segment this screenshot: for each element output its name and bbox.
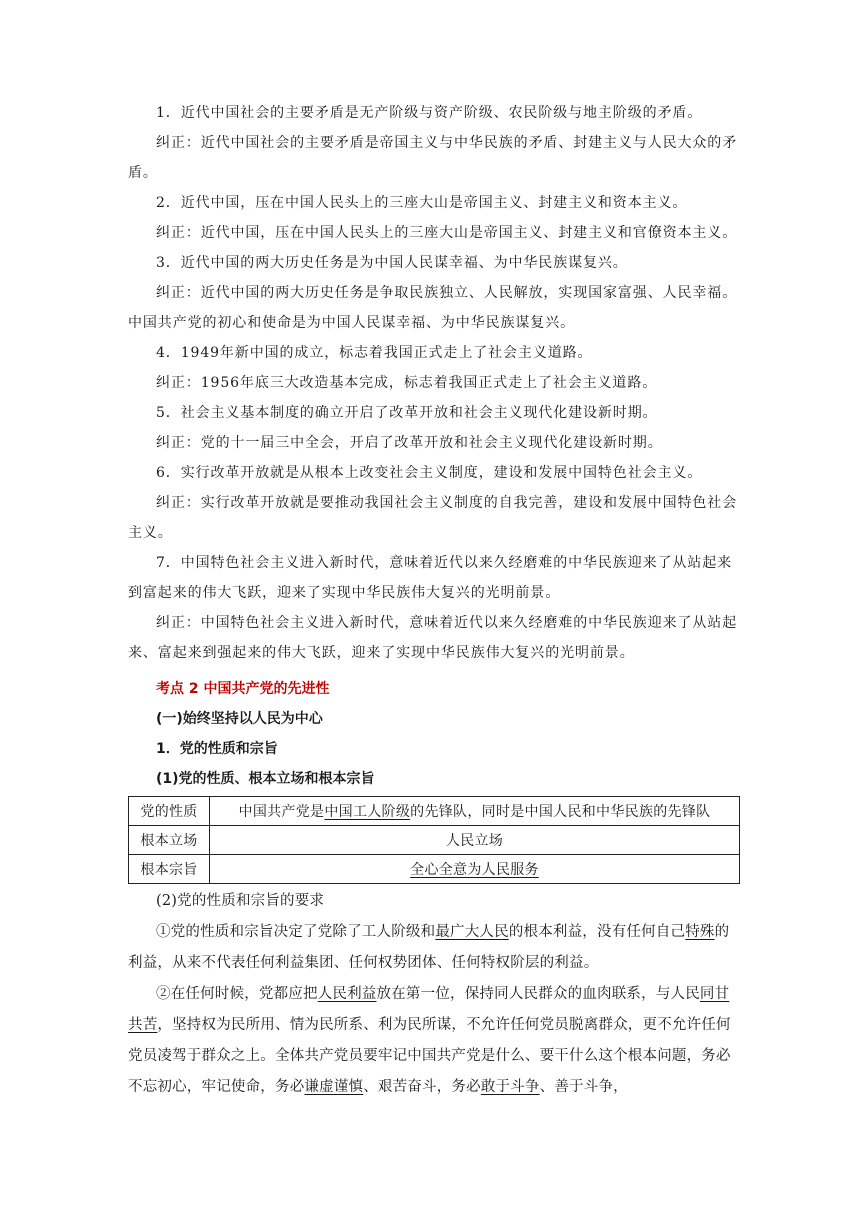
table-row xyxy=(129,826,740,855)
paragraph-text: 的利益，从来不代表任何利益集团、任何权势团体、任何特权阶层的利益。 xyxy=(128,924,730,971)
requirements-title: (2)党的性质和宗旨的要求 xyxy=(156,893,325,909)
requirement-paragraph-1 xyxy=(128,917,740,979)
topic-title: 1．党的性质和宗旨 xyxy=(156,741,278,757)
table-value-cell: 人民立场 xyxy=(210,826,740,855)
correction-4: 纠正：1956年底三大改造基本完成，标志着我国正式走上了社会主义道路。 xyxy=(156,375,658,391)
underlined-term: 人民利益 xyxy=(317,986,377,1002)
table-key-cell: 根本立场 xyxy=(129,826,210,855)
underlined-term: 敢于斗争 xyxy=(480,1079,540,1095)
table-caption: (1)党的性质、根本立场和根本宗旨 xyxy=(156,771,375,787)
underlined-term: 最广大人民 xyxy=(435,924,509,940)
table-key-cell: 党的性质 xyxy=(129,797,210,826)
paragraph-text: ②在任何时候，党都应把 xyxy=(156,986,318,1002)
party-nature-table xyxy=(128,796,740,884)
table-row xyxy=(129,797,740,826)
underlined-term: 谦虚谨慎 xyxy=(304,1079,364,1095)
paragraph-text: 、善于斗争， xyxy=(539,1079,628,1095)
page-content xyxy=(128,98,740,1103)
correction-1: 纠正：近代中国社会的主要矛盾是帝国主义与中华民族的矛盾、封建主义与人民大众的矛盾。 xyxy=(128,135,738,181)
correction-2: 纠正：近代中国，压在中国人民头上的三座大山是帝国主义、封建主义和官僚资本主义。 xyxy=(156,225,738,241)
statement-1: 1．近代中国社会的主要矛盾是无产阶级与资产阶级、农民阶级与地主阶级的矛盾。 xyxy=(156,105,703,121)
statement-6: 6．实行改革开放就是从根本上改变社会主义制度，建设和发展中国特色社会主义。 xyxy=(156,465,703,481)
subsection-title: (一)始终坚持以人民为中心 xyxy=(156,711,323,727)
underlined-term: 同甘共苦 xyxy=(128,986,730,1033)
statement-4: 4．1949年新中国的成立，标志着我国正式走上了社会主义道路。 xyxy=(156,345,593,361)
value-text: 中国共产党是 xyxy=(238,804,325,820)
paragraph-text: ①党的性质和宗旨决定了党除了工人阶级和 xyxy=(156,924,436,940)
underlined-term: 全心全意为人民服务 xyxy=(410,862,539,878)
correction-6: 纠正：实行改革开放就是要推动我国社会主义制度的自我完善，建设和发展中国特色社会主义。 xyxy=(128,495,738,541)
statement-2: 2．近代中国，压在中国人民头上的三座大山是帝国主义、封建主义和资本主义。 xyxy=(156,195,688,211)
correction-7: 纠正：中国特色社会主义进入新时代，意味着近代以来久经磨难的中华民族迎来了从站起来、富起来到强起来的伟大飞跃，迎来了实现中华民族伟大复兴的光明前景。 xyxy=(128,615,738,661)
table-value-cell xyxy=(210,855,740,884)
correction-3: 纠正：近代中国的两大历史任务是争取民族独立、人民解放，实现国家富强、人民幸福。中国共产党的初心和使命是为中国人民谋幸福、为中华民族谋复兴。 xyxy=(128,285,738,331)
statement-5: 5．社会主义基本制度的确立开启了改革开放和社会主义现代化建设新时期。 xyxy=(156,405,658,421)
table-key-cell: 根本宗旨 xyxy=(129,855,210,884)
underlined-term: 特殊 xyxy=(685,924,715,940)
table-value-cell xyxy=(210,797,740,826)
paragraph-text: 放在第一位，保持同人民群众的血肉联系，与人民 xyxy=(376,986,700,1002)
correction-5: 纠正：党的十一届三中全会，开启了改革开放和社会主义现代化建设新时期。 xyxy=(156,435,663,451)
table-row xyxy=(129,855,740,884)
paragraph-text: ，坚持权为民所用、情为民所系、利为民所谋，不允许任何党员脱离群众，更不允许任何党员凌驾于群众之上。全体共产党员要牢记中国共产党是什么、要干什么这个根本问题，务必不忘初心，牢记使命，务必 xyxy=(128,1017,731,1095)
underlined-term: 中国工人阶级 xyxy=(324,804,411,820)
statement-3: 3．近代中国的两大历史任务是为中国人民谋幸福、为中华民族谋复兴。 xyxy=(156,255,628,271)
statement-7: 7．中国特色社会主义进入新时代，意味着近代以来久经磨难的中华民族迎来了从站起来到富起来的伟大飞跃，迎来了实现中华民族伟大复兴的光明前景。 xyxy=(128,555,733,601)
section-title: 考点 2 中国共产党的先进性 xyxy=(156,681,330,697)
paragraph-text: 、艰苦奋斗，务必 xyxy=(363,1079,481,1095)
value-text: 的先锋队，同时是中国人民和中华民族的先锋队 xyxy=(410,804,711,820)
paragraph-text: 的根本利益，没有任何自己 xyxy=(508,924,686,940)
requirement-paragraph-2 xyxy=(128,979,740,1103)
